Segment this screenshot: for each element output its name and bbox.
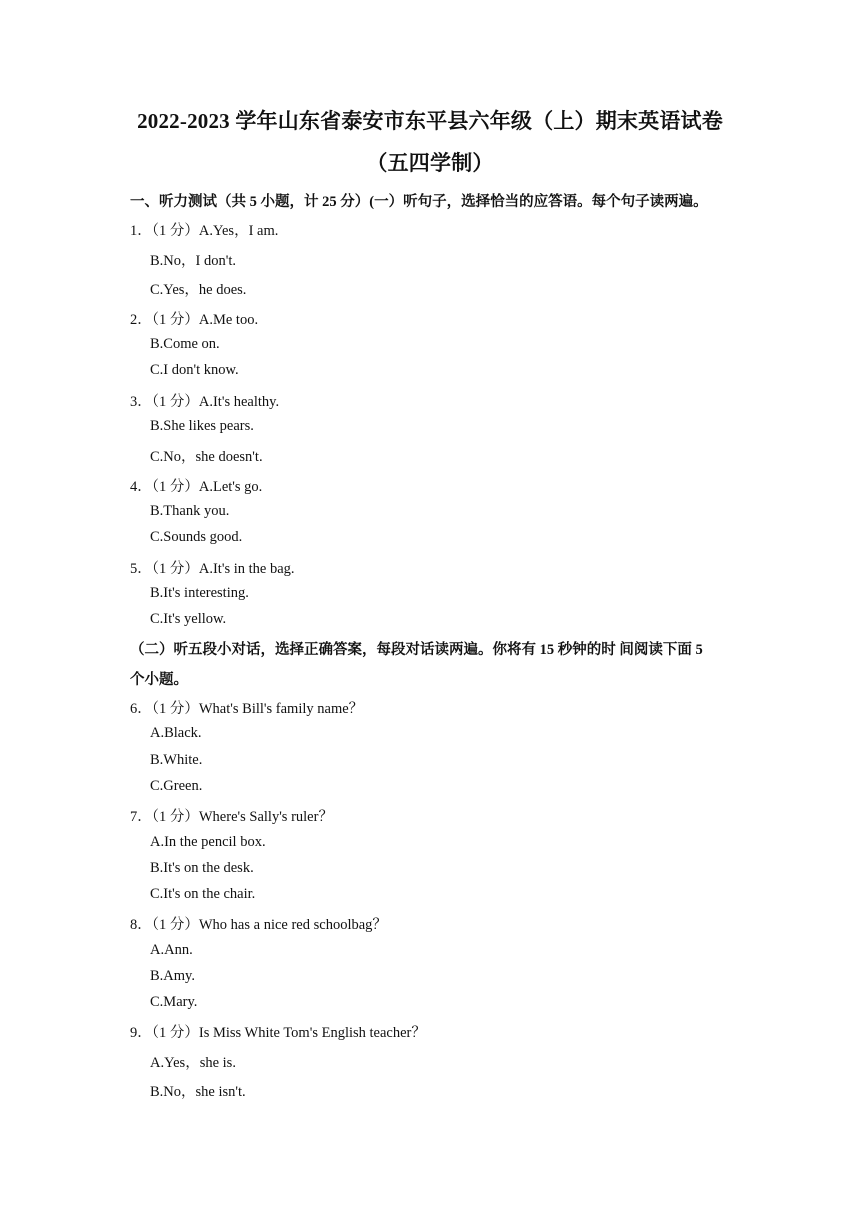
- question-7-option-b: B.It's on the desk.: [150, 860, 254, 876]
- section-heading-2: （二）听五段小对话，选择正确答案，每段对话读两遍。你将有 15 秒钟的时 间阅读下面 5: [130, 642, 703, 658]
- question-2-option-c: C.I don't know.: [150, 362, 239, 378]
- question-9-option-a: A.Yes，she is.: [150, 1055, 236, 1071]
- question-3-option-b: B.She likes pears.: [150, 418, 254, 434]
- question-8-option-a: A.Ann.: [150, 942, 193, 958]
- question-5-option-c: C.It's yellow.: [150, 611, 227, 627]
- section-heading-1: 一、听力测试（共 5 小题，计 25 分）(一）听句子，选择恰当的应答语。每个句子读两遍。: [130, 194, 708, 210]
- question-8: 8．（1 分）Who has a nice red schoolbag？: [130, 917, 387, 933]
- question-2: 2．（1 分）A.Me too.: [130, 312, 259, 328]
- question-8-option-c: C.Mary.: [150, 994, 198, 1010]
- question-7-option-c: C.It's on the chair.: [150, 886, 256, 902]
- question-6-option-c: C.Green.: [150, 778, 203, 794]
- question-2-option-b: B.Come on.: [150, 336, 220, 352]
- question-1: 1．（1 分）A.Yes，I am.: [130, 223, 279, 239]
- question-7-option-a: A.In the pencil box.: [150, 834, 266, 850]
- question-8-option-b: B.Amy.: [150, 968, 195, 984]
- question-9-option-b: B.No，she isn't.: [150, 1084, 246, 1100]
- question-4: 4．（1 分）A.Let's go.: [130, 479, 263, 495]
- question-5-option-b: B.It's interesting.: [150, 585, 249, 601]
- question-9: 9．（1 分）Is Miss White Tom's English teacher？: [130, 1025, 426, 1041]
- question-4-option-c: C.Sounds good.: [150, 529, 243, 545]
- question-3: 3．（1 分）A.It's healthy.: [130, 394, 280, 410]
- section-heading-2-cont: 个小题。: [130, 672, 188, 688]
- exam-subtitle: （五四学制）: [366, 151, 494, 175]
- question-6-option-b: B.White.: [150, 752, 203, 768]
- question-6: 6．（1 分）What's Bill's family name？: [130, 701, 364, 717]
- question-1-option-c: C.Yes，he does.: [150, 282, 247, 298]
- question-4-option-b: B.Thank you.: [150, 503, 230, 519]
- exam-title: 2022-2023 学年山东省泰安市东平县六年级（上）期末英语试卷: [137, 109, 723, 133]
- question-1-option-b: B.No，I don't.: [150, 253, 236, 269]
- question-5: 5．（1 分）A.It's in the bag.: [130, 561, 295, 577]
- question-3-option-c: C.No，she doesn't.: [150, 449, 263, 465]
- question-7: 7．（1 分）Where's Sally's ruler？: [130, 809, 333, 825]
- question-6-option-a: A.Black.: [150, 725, 202, 741]
